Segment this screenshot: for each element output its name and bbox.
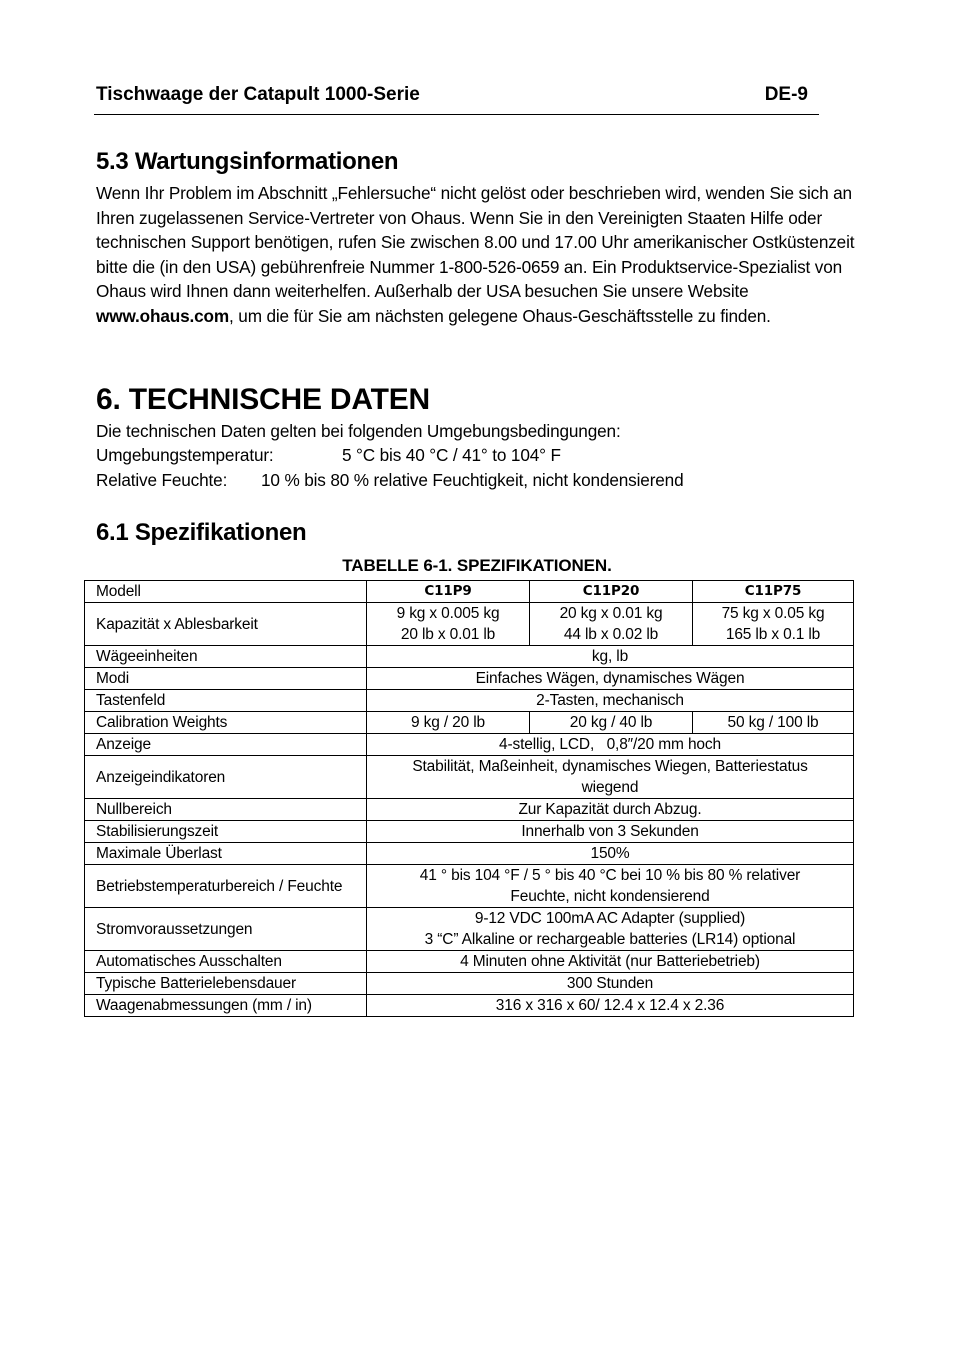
units-value: kg, lb (367, 646, 854, 668)
row-label-stabilization: Stabilisierungszeit (85, 821, 367, 843)
row-label-battery-life: Typische Batterielebensdauer (85, 973, 367, 995)
row-label-modes: Modi (85, 668, 367, 690)
row-label-overload: Maximale Überlast (85, 843, 367, 865)
website-link[interactable]: www.ohaus.com (96, 305, 230, 326)
table-row (85, 951, 854, 973)
header-rule (94, 114, 819, 115)
table-row (85, 756, 854, 799)
model-c11p75: C11P75 (693, 581, 854, 603)
table-row (85, 690, 854, 712)
temperature-line (96, 443, 796, 467)
temperature-value: 5 °C bis 40 °C / 41° to 104° F (342, 445, 561, 465)
calibration-c11p9: 9 kg / 20 lb (367, 712, 530, 734)
table-row (85, 995, 854, 1017)
page-number: DE-9 (764, 84, 808, 105)
model-c11p9: C11P9 (367, 581, 530, 603)
auto-off-value: 4 Minuten ohne Aktivität (nur Batteriebetrieb) (367, 951, 854, 973)
wartung-text-2: , um die für Sie am nächsten gelegene Ohaus-Geschäftsstelle zu finden. (229, 305, 771, 326)
humidity-value: 10 % bis 80 % relative Feuchtigkeit, nicht kondensierend (261, 470, 684, 490)
table-row (85, 865, 854, 908)
specifications-table (84, 580, 854, 1017)
humidity-line (96, 468, 796, 492)
conditions-intro: Die technischen Daten gelten bei folgenden Umgebungsbedingungen: (96, 421, 621, 441)
row-label-zero: Nullbereich (85, 799, 367, 821)
wartung-text-1: Wenn Ihr Problem im Abschnitt „Fehlersuche“ nicht gelöst oder beschrieben wird, wenden Sie sich an Ihren zugelassenen Service-Vertreter von Ohaus. Wenn Sie in den Vereinigten Staaten Hilfe oder technischen Support benötigen, rufen Sie zwischen 8.00 und 17.00 Uhr amerikanischer Ostküstenzeit bitte die (in den USA) gebührenfreie Nummer 1-800-526-0659 an. Ein Produktservice-Spezialist von Ohaus wird Ihnen dann weiterhelfen. Außerhalb der USA besuchen Sie unsere Website (96, 183, 855, 302)
row-label-operating-temp: Betriebstemperaturbereich / Feuchte (85, 865, 367, 908)
row-label-dimensions: Waagenabmessungen (mm / in) (85, 995, 367, 1017)
dimensions-value: 316 x 316 x 60/ 12.4 x 12.4 x 2.36 (367, 995, 854, 1017)
row-label-keypad: Tastenfeld (85, 690, 367, 712)
table-row (85, 908, 854, 951)
model-c11p20: C11P20 (530, 581, 693, 603)
wartung-paragraph (96, 181, 856, 329)
table-row (85, 799, 854, 821)
row-label-units: Wägeeinheiten (85, 646, 367, 668)
capacity-c11p9: 9 kg x 0.005 kg 20 lb x 0.01 lb (367, 603, 530, 646)
chapter-heading-technische-daten: 6. TECHNISCHE DATEN (96, 383, 431, 416)
row-label-model: Modell (85, 581, 367, 603)
table-row (85, 581, 854, 603)
row-label-display: Anzeige (85, 734, 367, 756)
calibration-c11p20: 20 kg / 40 lb (530, 712, 693, 734)
stabilization-value: Innerhalb von 3 Sekunden (367, 821, 854, 843)
power-value: 9-12 VDC 100mA AC Adapter (supplied) 3 “C” Alkaline or rechargeable batteries (LR14) optional (367, 908, 854, 951)
table-row (85, 734, 854, 756)
overload-value: 150% (367, 843, 854, 865)
table-row (85, 712, 854, 734)
temperature-label: Umgebungstemperatur: (96, 445, 274, 465)
row-label-auto-off: Automatisches Ausschalten (85, 951, 367, 973)
zero-value: Zur Kapazität durch Abzug. (367, 799, 854, 821)
row-label-power: Stromvoraussetzungen (85, 908, 367, 951)
row-label-indicators: Anzeigeindikatoren (85, 756, 367, 799)
keypad-value: 2-Tasten, mechanisch (367, 690, 854, 712)
table-caption: TABELLE 6-1. SPEZIFIKATIONEN. (342, 556, 612, 575)
header-title: Tischwaage der Catapult 1000-Serie (96, 84, 420, 105)
running-header (96, 82, 808, 112)
section-heading-wartung: 5.3 Wartungsinformationen (96, 148, 399, 175)
table-row (85, 603, 854, 646)
section-heading-spezifikationen: 6.1 Spezifikationen (96, 519, 307, 546)
table-row (85, 821, 854, 843)
indicators-value: Stabilität, Maßeinheit, dynamisches Wiegen, Batteriestatus wiegend (367, 756, 854, 799)
capacity-c11p20: 20 kg x 0.01 kg 44 lb x 0.02 lb (530, 603, 693, 646)
operating-temp-value: 41 ° bis 104 °F / 5 ° bis 40 °C bei 10 % bis 80 % relativer Feuchte, nicht kondensierend (367, 865, 854, 908)
table-row (85, 668, 854, 690)
humidity-label: Relative Feuchte: (96, 470, 228, 490)
calibration-c11p75: 50 kg / 100 lb (693, 712, 854, 734)
display-value: 4-stellig, LCD, 0,8″/20 mm hoch (367, 734, 854, 756)
capacity-c11p75: 75 kg x 0.05 kg 165 lb x 0.1 lb (693, 603, 854, 646)
table-row (85, 646, 854, 668)
row-label-calibration: Calibration Weights (85, 712, 367, 734)
table-row (85, 843, 854, 865)
battery-life-value: 300 Stunden (367, 973, 854, 995)
modes-value: Einfaches Wägen, dynamisches Wägen (367, 668, 854, 690)
table-row (85, 973, 854, 995)
row-label-capacity: Kapazität x Ablesbarkeit (85, 603, 367, 646)
